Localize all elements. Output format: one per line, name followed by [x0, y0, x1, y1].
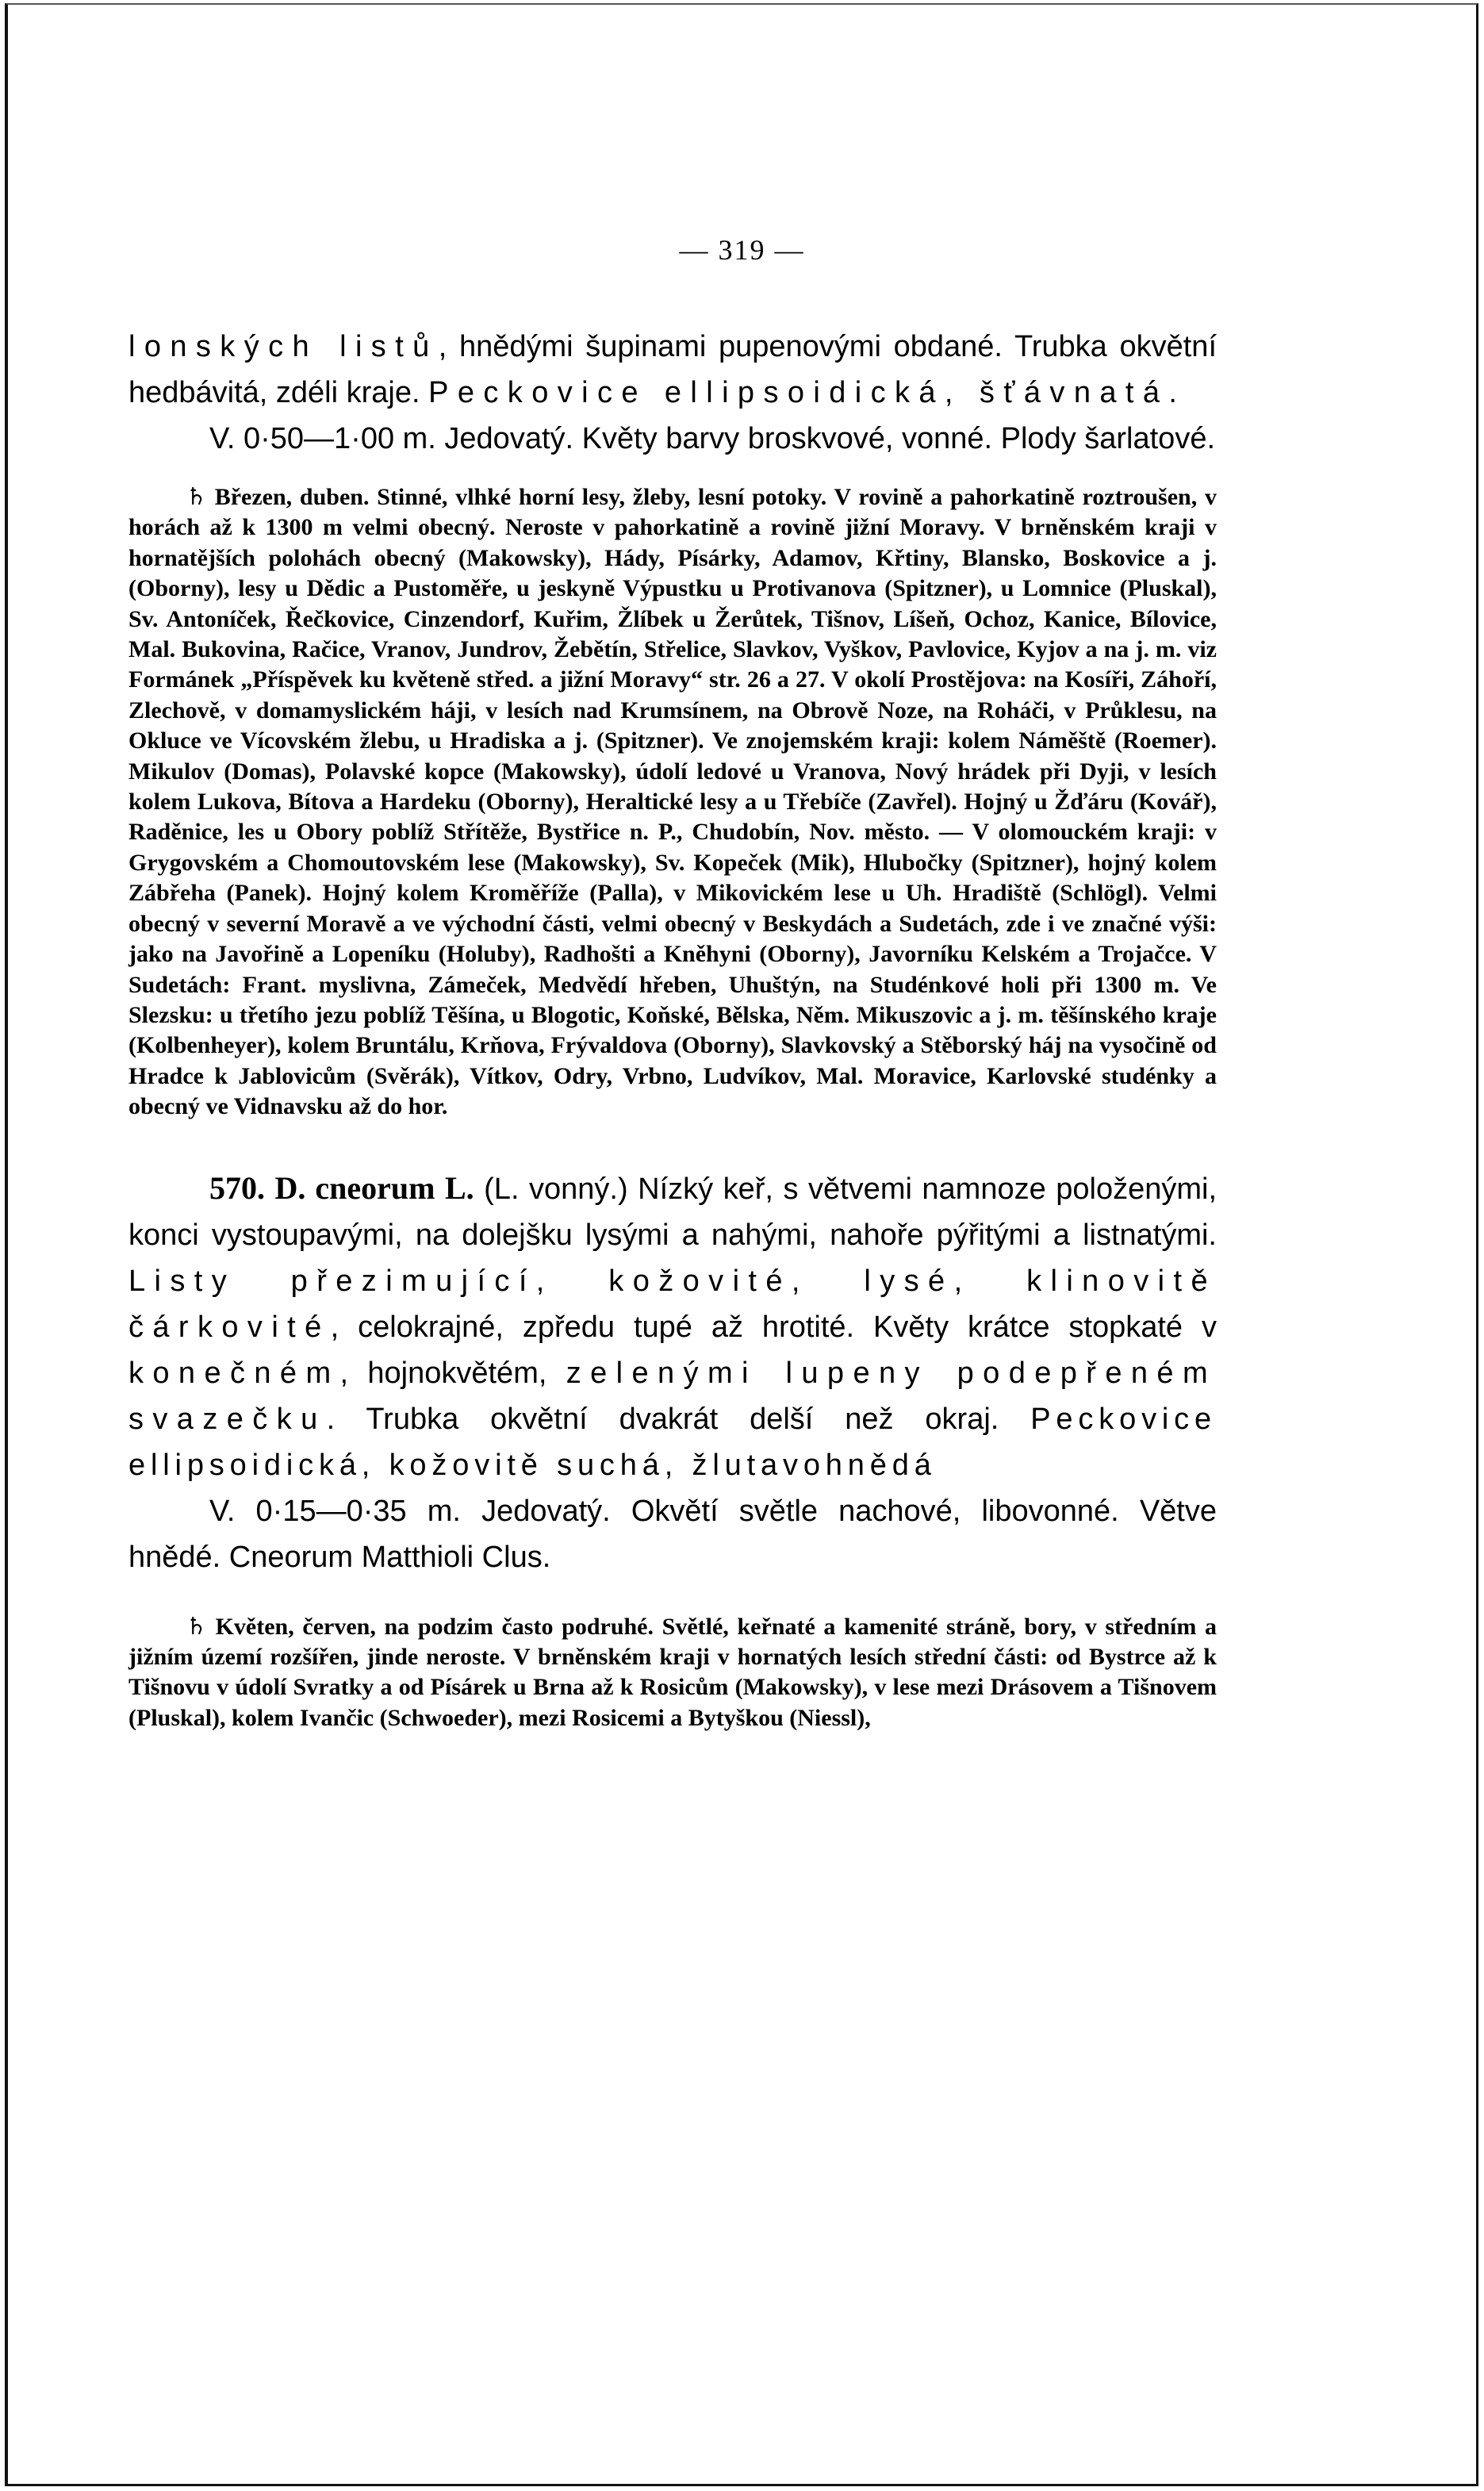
paragraph-text: . Trubka okvětní dvakrát delší než okraj.: [326, 1402, 1031, 1436]
paragraph-text: .: [1168, 376, 1177, 409]
species-author: L.: [444, 1169, 474, 1206]
species-description: [128, 1165, 1217, 1488]
paragraph-text: , hnědými šupinami pupenovými obdané. Trubka okvětní hedbávitá, zdéli kraje.: [128, 330, 1217, 409]
distribution-paragraph: [128, 1612, 1217, 1734]
spaced-text: lonských listů: [128, 330, 439, 363]
spaced-text: Peckovice ellipsoidická, kožovitě suchá, žlutavohnědá: [128, 1402, 1217, 1482]
shrub-symbol-icon: ♄: [186, 483, 207, 511]
page-number: — 319 —: [679, 234, 805, 266]
shrub-symbol-icon: ♄: [186, 1612, 207, 1641]
paragraph-text: , hojnokvětém,: [339, 1356, 566, 1390]
paragraph-text: , celokrajné, zpředu tupé až hrotité. Květy krátce stopkaté v: [330, 1310, 1217, 1344]
spaced-text: konečném: [128, 1356, 340, 1390]
measurement-line: V. 0·15—0·35 m. Jedovatý. Okvětí světle nachové, libovonné. Větve hnědé. Cneorum Matthioli Clus.: [128, 1494, 1217, 1574]
measurement-line: V. 0·50—1·00 m. Jedovatý. Květy barvy broskvové, vonné. Plody šarlatové.: [209, 422, 1216, 455]
species-common-name: (L. vonný.): [484, 1172, 628, 1206]
spaced-text: Listy přezimující, kožovité, lysé, klinovitě čárkovité: [128, 1264, 1217, 1344]
species-name: D. cneorum: [274, 1169, 435, 1206]
continuation-paragraph: [128, 324, 1217, 416]
spaced-text: Peckovice ellipsoidická, šťávnatá: [428, 376, 1169, 409]
page-content: [128, 324, 1217, 1733]
paragraph-text: Nízký keř, s větvemi namnoze položenými, konci vystoupavými, na dolejšku lysými a nahými, nahoře pýřitými a listnatými.: [128, 1172, 1217, 1252]
distribution-text: Květen, červen, na podzim často podruhé. Světlé, keřnaté a kamenité stráně, bory, v středním a jižním území rozšířen, jinde neroste. V brněnském kraji v hornatých lesích střední části: od Bystrce až k Tišnovu v údolí Svratky a od Písárek u Brna až k Rosicům (Makowsky), v lese mezi Drásovem a Tišnovem (Pluskal), kolem Ivančic (Schwoeder), mezi Rosicemi a Bytyškou (Niessl),: [128, 1613, 1217, 1731]
spaced-text: zelenými lupeny podepřeném svazečku: [128, 1356, 1217, 1436]
species-number: 570.: [209, 1169, 265, 1206]
distribution-paragraph: [128, 482, 1217, 1123]
distribution-text: Březen, duben. Stinné, vlhké horní lesy, žleby, lesní potoky. V rovině a pahorkatině roztroušen, v horách až k 1300 m velmi obecný. Neroste v pahorkatině a rovině jižní Moravy. V brněnském kraji v hornatějších polohách obecný (Makowsky), Hády, Písárky, Adamov, Křtiny, Blansko, Boskovice a j. (Oborny), lesy u Dědic a Pustoměře, u jeskyně Výpustku u Protivanova (Spitzner), u Lomnice (Pluskal), Sv. Antoníček, Řečkovice, Cinzendorf, Kuřim, Žlíbek u Žerůtek, Tišnov, Líšeň, Ochoz, Kanice, Bílovice, Mal. Bukovina, Račice, Vranov, Jundrov, Žebětín, Střelice, Slavkov, Vyškov, Pavlovice, Kyjov a na j. m. viz Formánek „Příspěvek ku květeně střed. a jižní Moravy“ str. 26 a 27. V okolí Prostějova: na Kosíři, Záhoří, Zlechově, v domamyslickém háji, v lesích nad Krumsínem, na Obrově Noze, na Roháči, v Průklesu, na Okluce ve Vícovském žlebu, u Hradiska a j. (Spitzner). Ve znojemském kraji: kolem Náměště (Roemer). Mikulov (Domas), Polavské kopce (Makowsky), údolí ledové u Vranova, Nový hrádek při Dyji, v lesích kolem Lukova, Bítova a Hardeku (Oborny), Heraltické lesy a u Třebíče (Zavřel). Hojný u Žďáru (Kovář), Raděnice, les u Obory poblíž Střítěže, Bystřice n. P., Chudobín, Nov. město. — V olomouckém kraji: v Grygovském a Chomoutovském lese (Makowsky), Sv. Kopeček (Mik), Hlubočky (Spitzner), hojný kolem Zábřeha (Panek). Hojný kolem Kroměříže (Palla), v Mikovickém lese u Uh. Hradiště (Schlögl). Velmi obecný v severní Moravě a ve východní části, velmi obecný v Beskydách a Sudetách, zde i ve značné výši: jako na Javořině a Lopeníku (Holuby), Radhošti a Kněhyni (Oborny), Javorníku Kelském a Trojačce. V Sudetách: Frant. myslivna, Zámeček, Medvědí hřeben, Uhuštýn, na Studénkové holi při 1300 m. Ve Slezsku: u třetího jezu poblíž Těšína, u Blogotic, Koňské, Bělska, Něm. Mikuszovic a j. m. těšínského kraje (Kolbenheyer), kolem Bruntálu, Krňova, Frývaldova (Oborny), Slavkovský a Stěborský háj na vysočině od Hradce k Jablovicům (Svěrák), Vítkov, Odry, Vrbno, Ludvíkov, Mal. Moravice, Karlovské studénky a obecný ve Vidnavsku až do hor.: [128, 484, 1217, 1120]
